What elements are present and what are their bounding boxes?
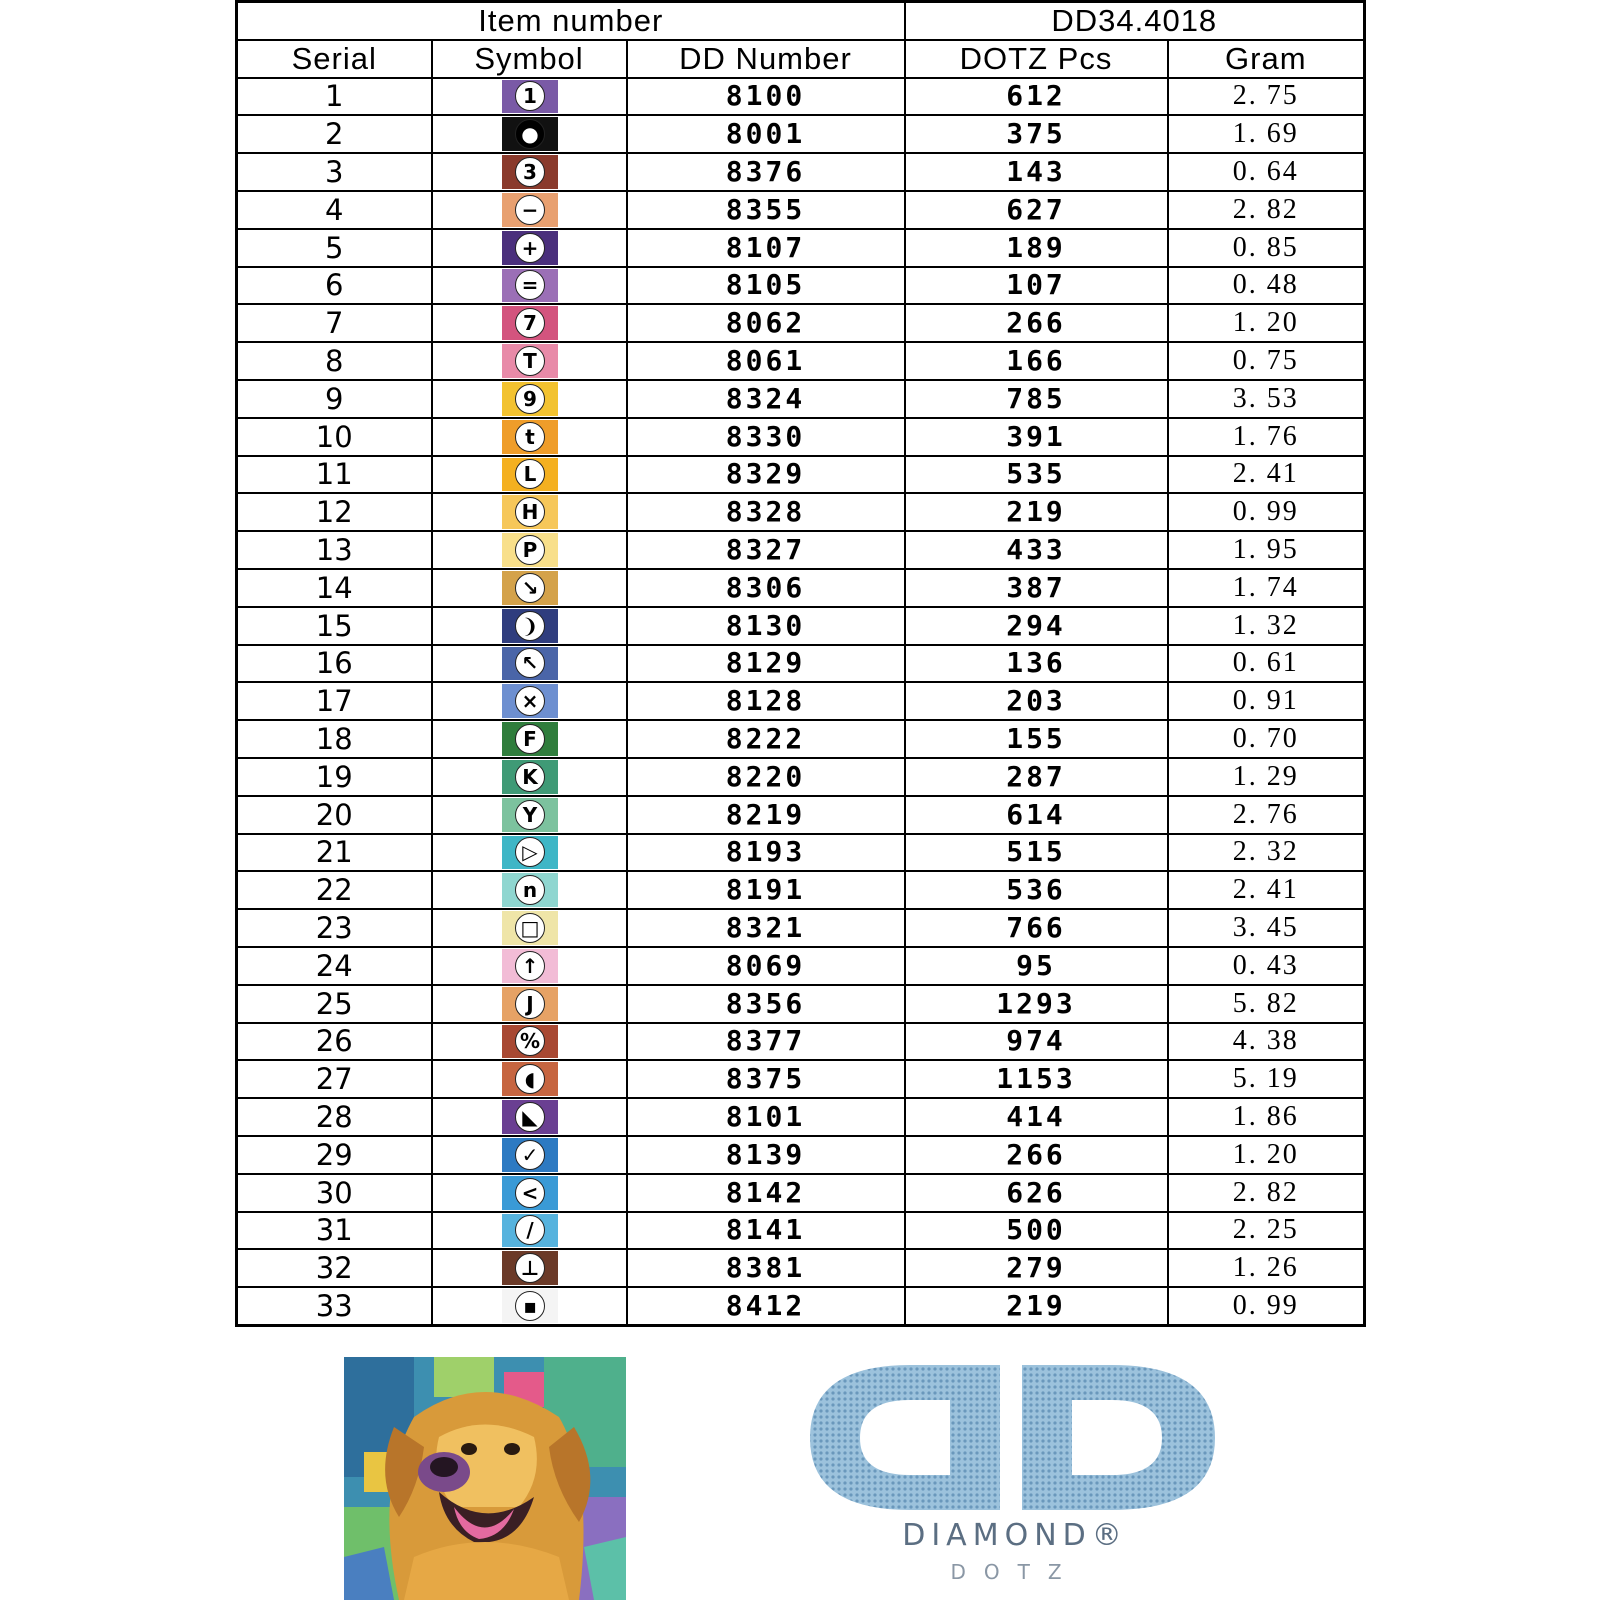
serial-cell: 14 — [237, 569, 432, 607]
table-row — [237, 267, 1365, 305]
table-row — [237, 834, 1365, 872]
dd-number-cell: 8105 — [627, 267, 905, 305]
dotz-pcs-cell: 974 — [905, 1023, 1168, 1061]
serial-cell: 24 — [237, 947, 432, 985]
serial-cell: 9 — [237, 380, 432, 418]
symbol-icon: 7 — [515, 308, 545, 338]
serial-cell: 10 — [237, 418, 432, 456]
table-row — [237, 758, 1365, 796]
serial-cell: 27 — [237, 1060, 432, 1098]
symbol-icon: 3 — [515, 157, 545, 187]
column-header-row — [237, 40, 1365, 78]
serial-cell: 29 — [237, 1136, 432, 1174]
dd-number-cell: 8330 — [627, 418, 905, 456]
dd-number-cell: 8128 — [627, 682, 905, 720]
dotz-pcs-cell: 266 — [905, 1136, 1168, 1174]
table-row — [237, 1136, 1365, 1174]
dotz-pcs-cell: 189 — [905, 229, 1168, 267]
gram-cell: 5. 19 — [1168, 1060, 1365, 1098]
serial-cell: 25 — [237, 985, 432, 1023]
serial-cell: 17 — [237, 682, 432, 720]
gram-cell: 1. 95 — [1168, 531, 1365, 569]
gram-cell: 0. 99 — [1168, 1287, 1365, 1325]
symbol-cell — [432, 947, 627, 985]
serial-cell: 1 — [237, 78, 432, 116]
dd-number-cell: 8001 — [627, 115, 905, 153]
gram-cell: 0. 48 — [1168, 267, 1365, 305]
gram-cell: 1. 86 — [1168, 1098, 1365, 1136]
table-row — [237, 947, 1365, 985]
dotz-pcs-cell: 166 — [905, 342, 1168, 380]
color-swatch — [502, 1214, 558, 1248]
serial-cell: 18 — [237, 720, 432, 758]
color-swatch — [502, 533, 558, 567]
serial-cell: 22 — [237, 871, 432, 909]
symbol-icon: n — [515, 875, 545, 905]
table-row — [237, 418, 1365, 456]
dd-number-cell: 8193 — [627, 834, 905, 872]
dd-number-cell: 8222 — [627, 720, 905, 758]
symbol-cell — [432, 153, 627, 191]
symbol-cell — [432, 758, 627, 796]
serial-cell: 15 — [237, 607, 432, 645]
table-row — [237, 191, 1365, 229]
gram-cell: 1. 29 — [1168, 758, 1365, 796]
gram-cell: 5. 82 — [1168, 985, 1365, 1023]
dd-number-cell: 8327 — [627, 531, 905, 569]
table-row — [237, 1023, 1365, 1061]
table-row — [237, 342, 1365, 380]
dotz-pcs-cell: 414 — [905, 1098, 1168, 1136]
color-swatch — [502, 722, 558, 756]
color-swatch — [502, 911, 558, 945]
dd-number-cell: 8412 — [627, 1287, 905, 1325]
dd-number-cell: 8107 — [627, 229, 905, 267]
color-swatch — [502, 1138, 558, 1172]
dotz-pcs-cell: 1293 — [905, 985, 1168, 1023]
table-row — [237, 1060, 1365, 1098]
table-row — [237, 796, 1365, 834]
color-swatch — [502, 798, 558, 832]
dotz-pcs-cell: 143 — [905, 153, 1168, 191]
symbol-cell — [432, 304, 627, 342]
dd-number-cell: 8328 — [627, 493, 905, 531]
table-row — [237, 531, 1365, 569]
symbol-cell — [432, 796, 627, 834]
dotz-pcs-cell: 203 — [905, 682, 1168, 720]
color-swatch — [502, 1100, 558, 1134]
symbol-cell — [432, 78, 627, 116]
symbol-icon: % — [515, 1026, 545, 1056]
serial-cell: 26 — [237, 1023, 432, 1061]
column-header-dd-number: DD Number — [627, 40, 905, 78]
gram-cell: 0. 64 — [1168, 153, 1365, 191]
gram-cell: 2. 32 — [1168, 834, 1365, 872]
dotz-pcs-cell: 785 — [905, 380, 1168, 418]
symbol-icon: = — [515, 270, 545, 300]
dotz-pcs-cell: 219 — [905, 1287, 1168, 1325]
symbol-cell — [432, 569, 627, 607]
dotz-pcs-cell: 387 — [905, 569, 1168, 607]
table-row — [237, 871, 1365, 909]
serial-cell: 20 — [237, 796, 432, 834]
gram-cell: 0. 91 — [1168, 682, 1365, 720]
table-row — [237, 115, 1365, 153]
serial-cell: 30 — [237, 1174, 432, 1212]
dotz-pcs-cell: 433 — [905, 531, 1168, 569]
dd-number-cell: 8306 — [627, 569, 905, 607]
table-row — [237, 607, 1365, 645]
gram-cell: 2. 82 — [1168, 1174, 1365, 1212]
dd-number-cell: 8191 — [627, 871, 905, 909]
color-swatch — [502, 495, 558, 529]
symbol-icon: × — [515, 686, 545, 716]
symbol-cell — [432, 267, 627, 305]
color-swatch — [502, 382, 558, 416]
gram-cell: 2. 41 — [1168, 456, 1365, 494]
color-swatch — [502, 684, 558, 718]
gram-cell: 0. 75 — [1168, 342, 1365, 380]
dotz-pcs-cell: 391 — [905, 418, 1168, 456]
serial-cell: 16 — [237, 645, 432, 683]
dd-number-cell: 8376 — [627, 153, 905, 191]
symbol-icon: < — [515, 1178, 545, 1208]
gram-cell: 0. 70 — [1168, 720, 1365, 758]
serial-cell: 7 — [237, 304, 432, 342]
dd-number-cell: 8129 — [627, 645, 905, 683]
gram-cell: 2. 76 — [1168, 796, 1365, 834]
table-row — [237, 456, 1365, 494]
gram-cell: 1. 26 — [1168, 1249, 1365, 1287]
logo-word-dotz: DOTZ — [950, 1560, 1080, 1584]
color-swatch — [502, 420, 558, 454]
color-swatch — [502, 647, 558, 681]
dotz-pcs-cell: 515 — [905, 834, 1168, 872]
color-swatch — [502, 987, 558, 1021]
serial-cell: 8 — [237, 342, 432, 380]
table-row — [237, 1249, 1365, 1287]
table-row — [237, 1212, 1365, 1250]
gram-cell: 0. 61 — [1168, 645, 1365, 683]
serial-cell: 11 — [237, 456, 432, 494]
color-swatch — [502, 344, 558, 378]
color-swatch — [502, 155, 558, 189]
gram-cell: 1. 32 — [1168, 607, 1365, 645]
symbol-cell — [432, 380, 627, 418]
dd-number-cell: 8219 — [627, 796, 905, 834]
serial-cell: 12 — [237, 493, 432, 531]
table-row — [237, 985, 1365, 1023]
symbol-icon: ↑ — [515, 951, 545, 981]
color-chart-table — [235, 0, 1366, 1327]
table-row — [237, 569, 1365, 607]
dotz-pcs-cell: 766 — [905, 909, 1168, 947]
serial-cell: 2 — [237, 115, 432, 153]
serial-cell: 32 — [237, 1249, 432, 1287]
dotz-pcs-cell: 614 — [905, 796, 1168, 834]
table-row — [237, 229, 1365, 267]
gram-cell: 2. 82 — [1168, 191, 1365, 229]
symbol-cell — [432, 1249, 627, 1287]
dotz-pcs-cell: 107 — [905, 267, 1168, 305]
color-swatch — [502, 80, 558, 114]
gram-cell: 1. 76 — [1168, 418, 1365, 456]
symbol-icon: ◣ — [515, 1102, 545, 1132]
dotz-pcs-cell: 626 — [905, 1174, 1168, 1212]
symbol-cell — [432, 1023, 627, 1061]
symbol-cell — [432, 456, 627, 494]
dd-number-cell: 8321 — [627, 909, 905, 947]
item-number-row — [237, 2, 1365, 40]
table-row — [237, 1174, 1365, 1212]
dotz-pcs-cell: 500 — [905, 1212, 1168, 1250]
table-row — [237, 1098, 1365, 1136]
color-swatch — [502, 836, 558, 870]
table-row — [237, 380, 1365, 418]
symbol-cell — [432, 1212, 627, 1250]
dotz-pcs-cell: 266 — [905, 304, 1168, 342]
table-row — [237, 493, 1365, 531]
dd-number-cell: 8142 — [627, 1174, 905, 1212]
symbol-icon: + — [515, 233, 545, 263]
symbol-cell — [432, 493, 627, 531]
symbol-cell — [432, 834, 627, 872]
dotz-pcs-cell: 287 — [905, 758, 1168, 796]
symbol-icon: P — [515, 535, 545, 565]
dd-number-cell: 8220 — [627, 758, 905, 796]
dd-number-cell: 8381 — [627, 1249, 905, 1287]
column-header-gram: Gram — [1168, 40, 1365, 78]
table-row — [237, 1287, 1365, 1325]
table-row — [237, 909, 1365, 947]
gram-cell: 1. 69 — [1168, 115, 1365, 153]
symbol-cell — [432, 191, 627, 229]
symbol-cell — [432, 871, 627, 909]
symbol-cell — [432, 1060, 627, 1098]
symbol-icon: ⊥ — [515, 1253, 545, 1283]
symbol-cell — [432, 607, 627, 645]
gram-cell: 0. 99 — [1168, 493, 1365, 531]
color-swatch — [502, 1062, 558, 1096]
symbol-icon: T — [515, 346, 545, 376]
dd-number-cell: 8356 — [627, 985, 905, 1023]
color-swatch — [502, 1251, 558, 1285]
gram-cell: 2. 75 — [1168, 78, 1365, 116]
gram-cell: 0. 85 — [1168, 229, 1365, 267]
serial-cell: 21 — [237, 834, 432, 872]
diamond-dotz-logo — [800, 1360, 1230, 1600]
symbol-icon: ● — [515, 119, 545, 149]
dd-number-cell: 8329 — [627, 456, 905, 494]
symbol-cell — [432, 229, 627, 267]
symbol-cell — [432, 531, 627, 569]
dog-painting-image — [344, 1357, 626, 1600]
symbol-icon: − — [515, 195, 545, 225]
table-row — [237, 720, 1365, 758]
serial-cell: 31 — [237, 1212, 432, 1250]
table-row — [237, 682, 1365, 720]
color-swatch — [502, 117, 558, 151]
gram-cell: 1. 20 — [1168, 1136, 1365, 1174]
symbol-cell — [432, 909, 627, 947]
color-swatch — [502, 269, 558, 303]
symbol-icon: ▷ — [515, 837, 545, 867]
dd-number-cell: 8139 — [627, 1136, 905, 1174]
dotz-pcs-cell: 612 — [905, 78, 1168, 116]
symbol-icon: / — [515, 1215, 545, 1245]
symbol-icon: ❩ — [515, 611, 545, 641]
gram-cell: 3. 45 — [1168, 909, 1365, 947]
symbol-icon: F — [515, 724, 545, 754]
serial-cell: 6 — [237, 267, 432, 305]
color-swatch — [502, 571, 558, 605]
symbol-cell — [432, 1287, 627, 1325]
dd-number-cell: 8141 — [627, 1212, 905, 1250]
dotz-pcs-cell: 136 — [905, 645, 1168, 683]
dog-painting-svg — [344, 1357, 626, 1600]
item-number-value: DD34.4018 — [905, 2, 1365, 40]
dotz-pcs-cell: 95 — [905, 947, 1168, 985]
symbol-cell — [432, 115, 627, 153]
dd-number-cell: 8375 — [627, 1060, 905, 1098]
symbol-icon: t — [515, 422, 545, 452]
serial-cell: 4 — [237, 191, 432, 229]
color-swatch — [502, 1289, 558, 1323]
symbol-cell — [432, 1174, 627, 1212]
gram-cell: 2. 41 — [1168, 871, 1365, 909]
serial-cell: 13 — [237, 531, 432, 569]
table-row — [237, 153, 1365, 191]
dotz-pcs-cell: 1153 — [905, 1060, 1168, 1098]
table-row — [237, 304, 1365, 342]
dotz-pcs-cell: 294 — [905, 607, 1168, 645]
symbol-cell — [432, 1098, 627, 1136]
symbol-cell — [432, 682, 627, 720]
column-header-dotz-pcs: DOTZ Pcs — [905, 40, 1168, 78]
gram-cell: 4. 38 — [1168, 1023, 1365, 1061]
serial-cell: 5 — [237, 229, 432, 267]
gram-cell: 0. 43 — [1168, 947, 1365, 985]
symbol-icon: K — [515, 762, 545, 792]
dotz-pcs-cell: 155 — [905, 720, 1168, 758]
dd-number-cell: 8062 — [627, 304, 905, 342]
dd-number-cell: 8324 — [627, 380, 905, 418]
color-swatch — [502, 760, 558, 794]
dd-number-cell: 8069 — [627, 947, 905, 985]
dd-number-cell: 8100 — [627, 78, 905, 116]
symbol-icon: H — [515, 497, 545, 527]
symbol-cell — [432, 1136, 627, 1174]
serial-cell: 28 — [237, 1098, 432, 1136]
symbol-icon: □ — [515, 913, 545, 943]
symbol-icon: ↖ — [515, 648, 545, 678]
dotz-pcs-cell: 279 — [905, 1249, 1168, 1287]
table-row — [237, 645, 1365, 683]
serial-cell: 19 — [237, 758, 432, 796]
color-swatch — [502, 609, 558, 643]
color-swatch — [502, 949, 558, 983]
dotz-pcs-cell: 535 — [905, 456, 1168, 494]
column-header-serial: Serial — [237, 40, 432, 78]
symbol-icon: 1 — [515, 81, 545, 111]
symbol-cell — [432, 342, 627, 380]
symbol-cell — [432, 418, 627, 456]
serial-cell: 23 — [237, 909, 432, 947]
symbol-icon: Y — [515, 800, 545, 830]
column-header-symbol: Symbol — [432, 40, 627, 78]
symbol-cell — [432, 985, 627, 1023]
gram-cell: 1. 20 — [1168, 304, 1365, 342]
dotz-pcs-cell: 536 — [905, 871, 1168, 909]
gram-cell: 3. 53 — [1168, 380, 1365, 418]
color-swatch — [502, 231, 558, 265]
dd-logo-mark — [800, 1360, 1230, 1520]
symbol-icon: ↘ — [515, 573, 545, 603]
serial-cell: 3 — [237, 153, 432, 191]
symbol-icon: ✓ — [515, 1140, 545, 1170]
symbol-icon: ▪ — [515, 1291, 545, 1321]
item-number-label: Item number — [237, 2, 905, 40]
table-row — [237, 78, 1365, 116]
dd-number-cell: 8377 — [627, 1023, 905, 1061]
dd-number-cell: 8061 — [627, 342, 905, 380]
symbol-icon: 9 — [515, 384, 545, 414]
color-swatch — [502, 458, 558, 492]
dotz-pcs-cell: 627 — [905, 191, 1168, 229]
color-swatch — [502, 193, 558, 227]
symbol-cell — [432, 645, 627, 683]
gram-cell: 2. 25 — [1168, 1212, 1365, 1250]
color-swatch — [502, 1025, 558, 1059]
dotz-pcs-cell: 375 — [905, 115, 1168, 153]
symbol-icon: J — [515, 989, 545, 1019]
color-swatch — [502, 306, 558, 340]
symbol-cell — [432, 720, 627, 758]
serial-cell: 33 — [237, 1287, 432, 1325]
logo-word-diamond: DIAMOND® — [902, 1518, 1128, 1553]
dd-number-cell: 8101 — [627, 1098, 905, 1136]
symbol-icon: ◖ — [515, 1064, 545, 1094]
dd-number-cell: 8130 — [627, 607, 905, 645]
color-swatch — [502, 1176, 558, 1210]
table-body — [237, 78, 1365, 1326]
symbol-icon: L — [515, 459, 545, 489]
dd-number-cell: 8355 — [627, 191, 905, 229]
gram-cell: 1. 74 — [1168, 569, 1365, 607]
color-swatch — [502, 873, 558, 907]
dotz-pcs-cell: 219 — [905, 493, 1168, 531]
